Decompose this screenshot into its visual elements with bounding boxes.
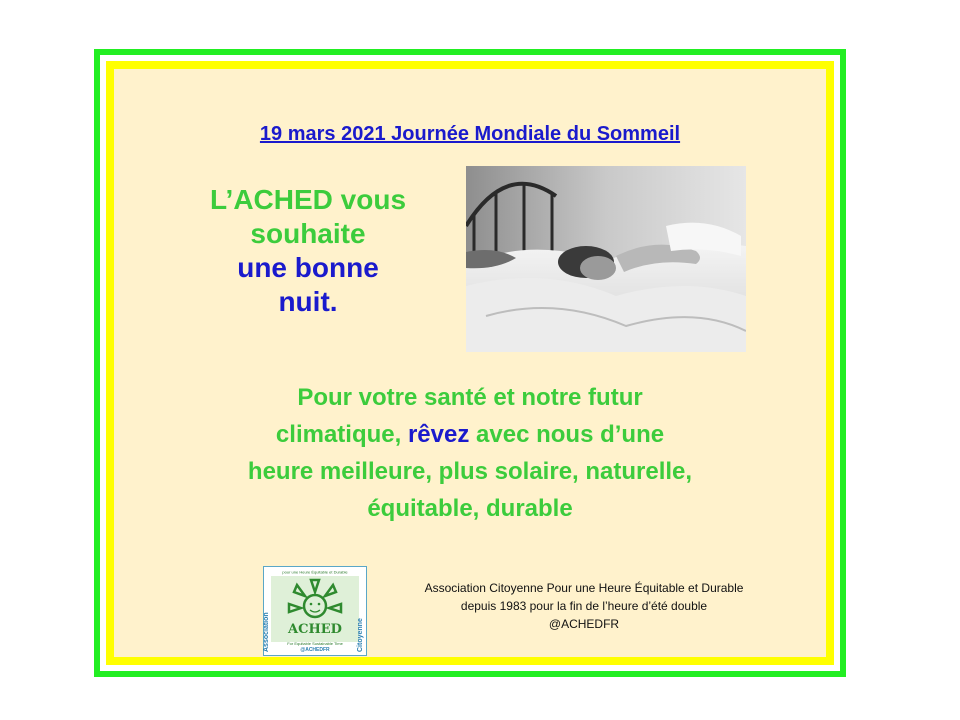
greeting-text	[176, 183, 440, 319]
association-line-1: Association Citoyenne Pour une Heure Équitable et Durable	[424, 581, 744, 595]
greeting-line-4: nuit.	[278, 286, 338, 317]
greeting-line-1: L’ACHED vous	[209, 184, 407, 215]
message-line-2	[174, 416, 766, 453]
ached-logo	[263, 566, 367, 656]
message-line-2-end: avec nous d’une	[469, 421, 665, 448]
logo-right-text: Citoyenne	[357, 618, 364, 652]
association-handle: @ACHEDFR	[548, 617, 620, 631]
message-line-4: équitable, durable	[367, 495, 573, 522]
logo-name: ACHED	[288, 622, 342, 637]
inner-frame	[106, 61, 834, 665]
greeting-line-2: souhaite	[250, 218, 366, 249]
association-info	[374, 579, 794, 633]
message-highlight-word: rêvez	[407, 421, 470, 448]
logo-bottom-text: For Equitable Sustainable Time	[287, 641, 343, 646]
message-line-2-start: climatique,	[275, 421, 408, 448]
outer-frame	[94, 49, 846, 677]
association-line-2: depuis 1983 pour la fin de l’heure d’été double	[460, 599, 708, 613]
message-text	[174, 379, 766, 527]
sleeping-woman-photo	[466, 166, 746, 352]
logo-left-text: Association	[263, 612, 270, 652]
logo-top-text: pour une Heure Équitable et Durable	[282, 569, 348, 575]
page-title[interactable]: 19 mars 2021 Journée Mondiale du Sommeil	[259, 123, 681, 145]
message-line-1: Pour votre santé et notre futur	[297, 384, 643, 411]
message-line-3: heure meilleure, plus solaire, naturelle,	[247, 458, 693, 485]
greeting-line-3: une bonne	[237, 252, 379, 283]
logo-handle: @ACHEDFR	[300, 647, 330, 653]
